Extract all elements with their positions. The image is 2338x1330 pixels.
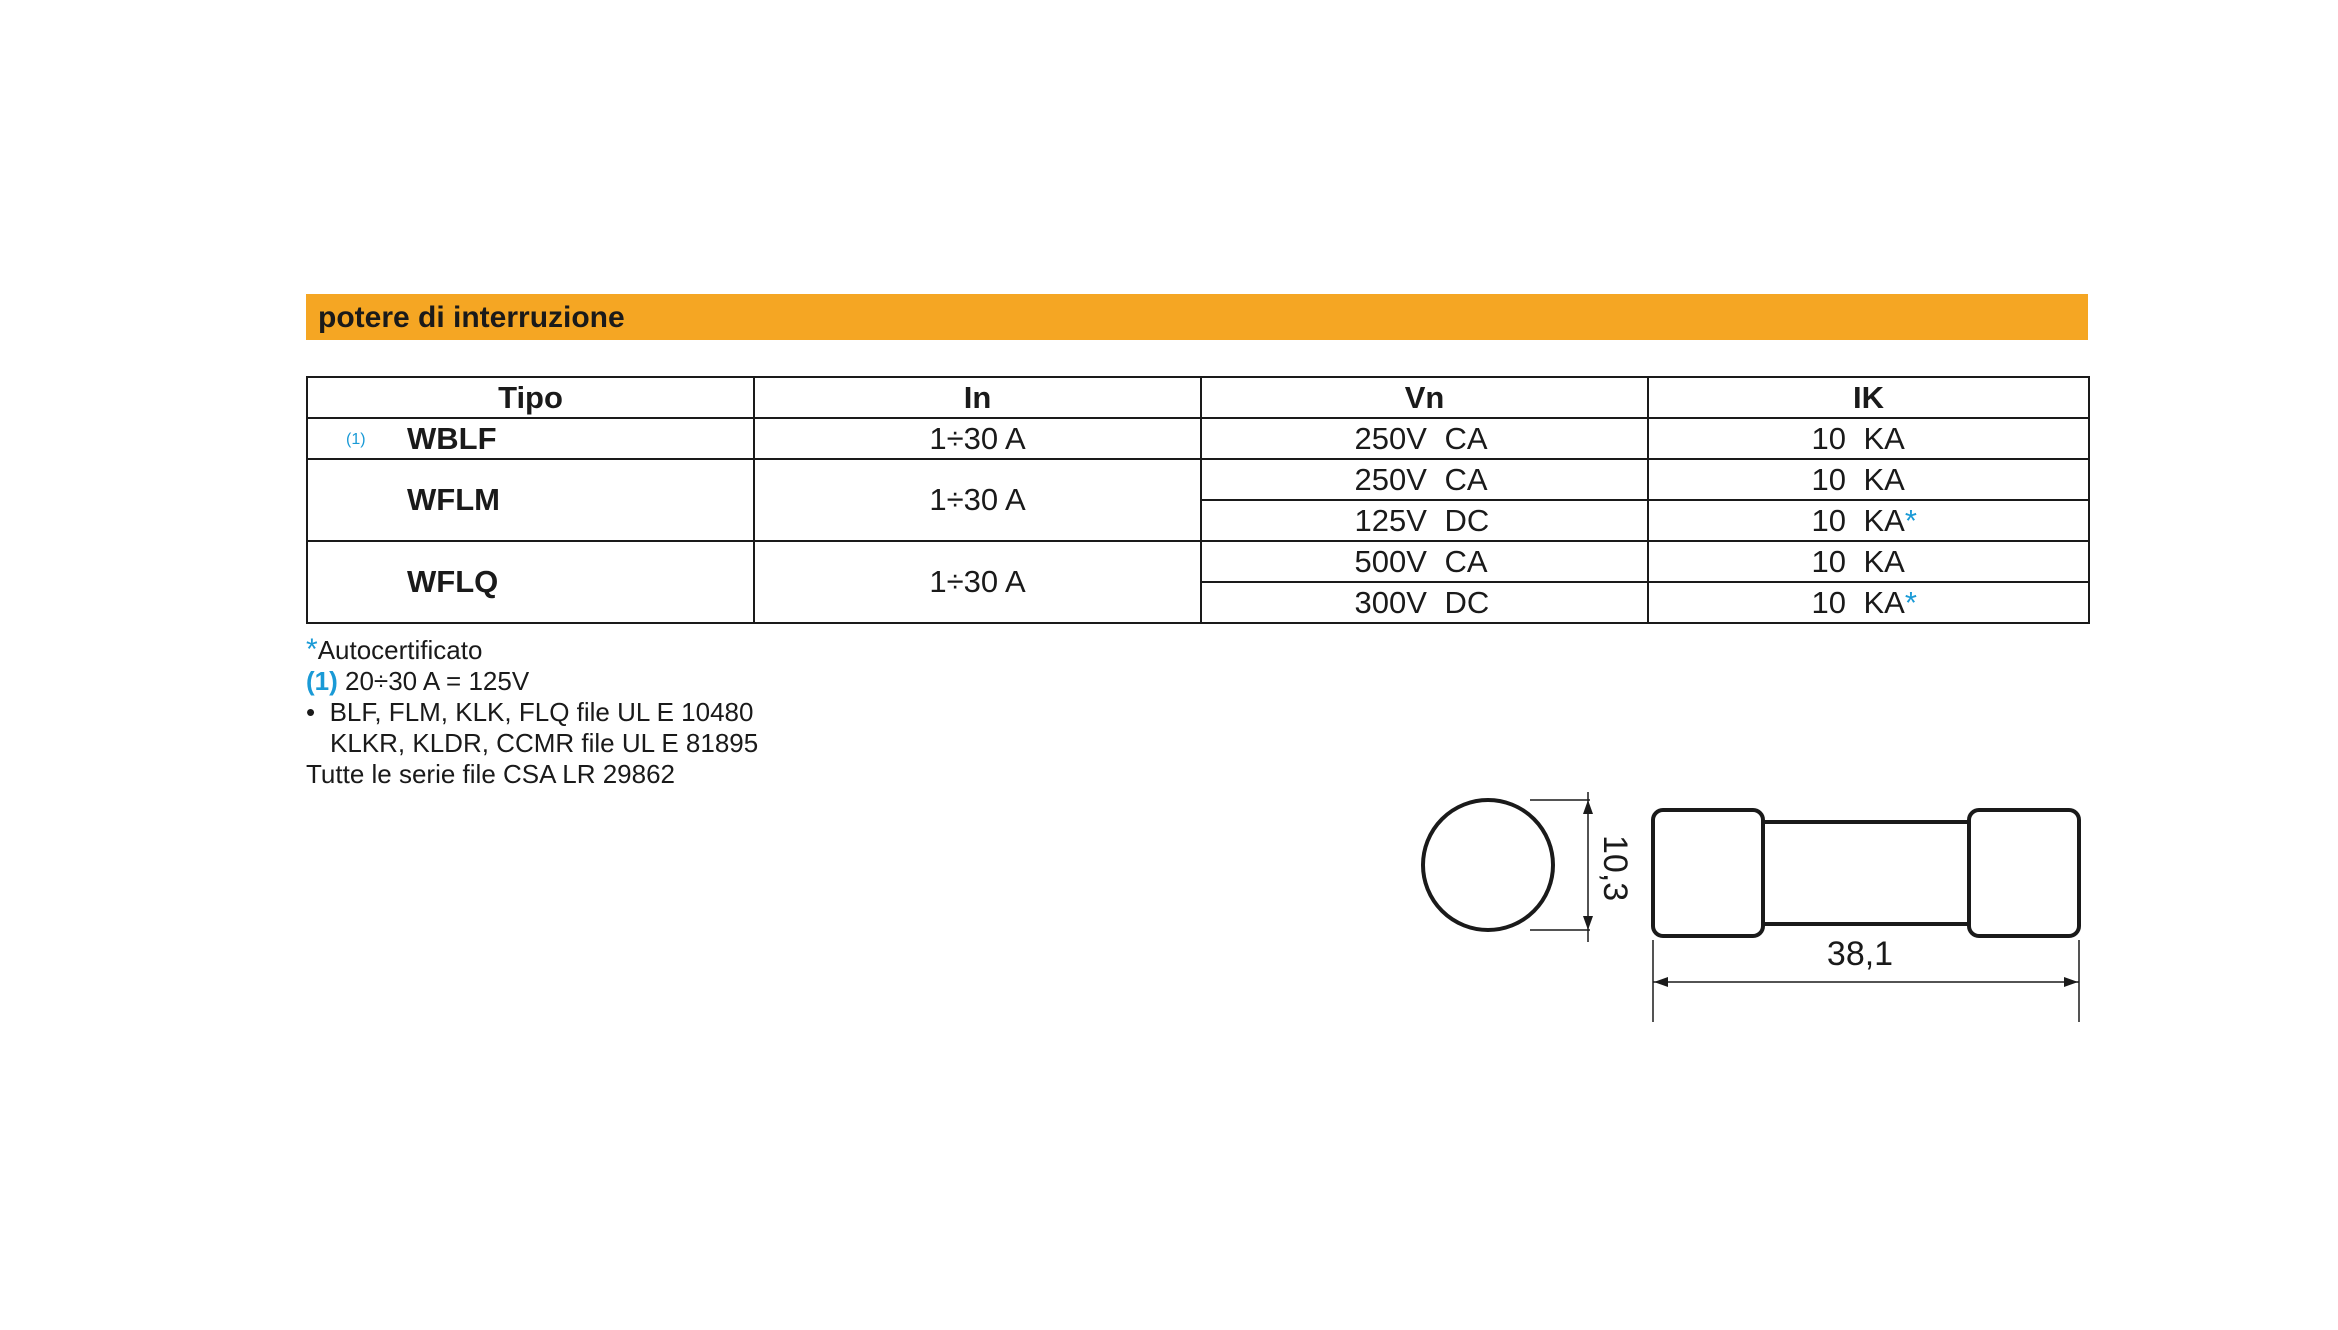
current-type: DC xyxy=(1444,502,1490,538)
ik-value: 10 xyxy=(1811,543,1846,579)
ik-unit: KA xyxy=(1863,420,1905,456)
self-certified-mark: * xyxy=(1904,502,1917,538)
note-self-certified-text: Autocertificato xyxy=(317,635,483,665)
voltage-value: 125V xyxy=(1354,502,1427,538)
footnote-mark: (1) xyxy=(346,431,366,448)
ik-unit-text: KA xyxy=(1863,584,1905,620)
note-1 xyxy=(306,666,758,697)
vn-cell xyxy=(1201,500,1648,541)
length-arrow-right xyxy=(2064,977,2078,987)
ik-cell xyxy=(1648,418,2089,459)
fuse-cap-left xyxy=(1653,810,1763,936)
vn-cell xyxy=(1201,541,1648,582)
fuse-cap-right xyxy=(1969,810,2079,936)
header-ik: IK xyxy=(1648,377,2089,418)
header-vn: Vn xyxy=(1201,377,1648,418)
diameter-label: 10,3 xyxy=(1596,835,1634,902)
table-header-row xyxy=(307,377,2089,418)
section-header-bar xyxy=(306,294,2088,340)
table-row xyxy=(307,418,2089,459)
ik-unit xyxy=(1864,585,1926,621)
note-ul-1-text: BLF, FLM, KLK, FLQ file UL E 10480 xyxy=(329,697,754,727)
note-ul-2-text: KLKR, KLDR, CCMR file UL E 81895 xyxy=(330,728,759,758)
ik-value: 10 xyxy=(1811,420,1846,456)
ik-value: 10 xyxy=(1811,461,1846,497)
star-mark: * xyxy=(306,633,318,666)
fuse-end-view-circle xyxy=(1423,800,1553,930)
ik-cell xyxy=(1648,541,2089,582)
note-ul-2 xyxy=(306,728,758,759)
header-tipo: Tipo xyxy=(307,377,754,418)
footnotes xyxy=(306,634,758,790)
voltage-value: 250V xyxy=(1354,420,1427,456)
length-arrow-left xyxy=(1654,977,1668,987)
voltage-value: 300V xyxy=(1354,584,1427,620)
breaking-capacity-table xyxy=(306,376,2090,624)
in-cell: 1÷30 A xyxy=(754,541,1201,623)
note-1-text: 20÷30 A = 125V xyxy=(345,666,530,696)
note-self-certified xyxy=(306,634,758,666)
diameter-arrow-bottom xyxy=(1583,916,1593,930)
current-type: CA xyxy=(1444,420,1488,456)
note-ul-1 xyxy=(306,697,758,728)
ik-cell xyxy=(1648,459,2089,500)
vn-cell xyxy=(1201,418,1648,459)
self-certified-mark: * xyxy=(1904,584,1917,620)
vn-cell xyxy=(1201,582,1648,623)
voltage-value: 250V xyxy=(1354,461,1427,497)
ik-unit xyxy=(1864,503,1926,539)
table-row xyxy=(307,459,2089,500)
current-type: CA xyxy=(1444,461,1488,497)
ik-value: 10 xyxy=(1811,584,1846,620)
vn-cell xyxy=(1201,459,1648,500)
current-type: CA xyxy=(1444,543,1488,579)
ik-unit: KA xyxy=(1863,461,1905,497)
bullet: • xyxy=(306,697,316,727)
in-cell: 1÷30 A xyxy=(754,459,1201,541)
type-cell xyxy=(307,418,754,459)
ik-unit: KA xyxy=(1863,543,1905,579)
type-name: WFLM xyxy=(407,482,500,517)
header-in: In xyxy=(754,377,1201,418)
ik-cell xyxy=(1648,582,2089,623)
ik-cell xyxy=(1648,500,2089,541)
type-name: WFLQ xyxy=(407,564,499,599)
ik-value: 10 xyxy=(1811,502,1846,538)
note-csa xyxy=(306,759,758,790)
section-title: potere di interruzione xyxy=(318,301,625,334)
ik-unit-text: KA xyxy=(1863,502,1905,538)
note-csa-text: Tutte le serie file CSA LR 29862 xyxy=(306,759,676,789)
voltage-value: 500V xyxy=(1354,543,1427,579)
type-cell xyxy=(307,459,754,541)
length-label: 38,1 xyxy=(1826,935,1894,973)
type-cell xyxy=(307,541,754,623)
fuse-dimension-drawing xyxy=(1390,790,2090,1030)
type-name: WBLF xyxy=(407,420,497,456)
table-row xyxy=(307,541,2089,582)
current-type: DC xyxy=(1444,584,1490,620)
in-cell: 1÷30 A xyxy=(754,418,1201,459)
diameter-arrow-top xyxy=(1583,800,1593,814)
note-1-mark: (1) xyxy=(306,666,338,696)
fuse-body xyxy=(1763,822,1969,924)
